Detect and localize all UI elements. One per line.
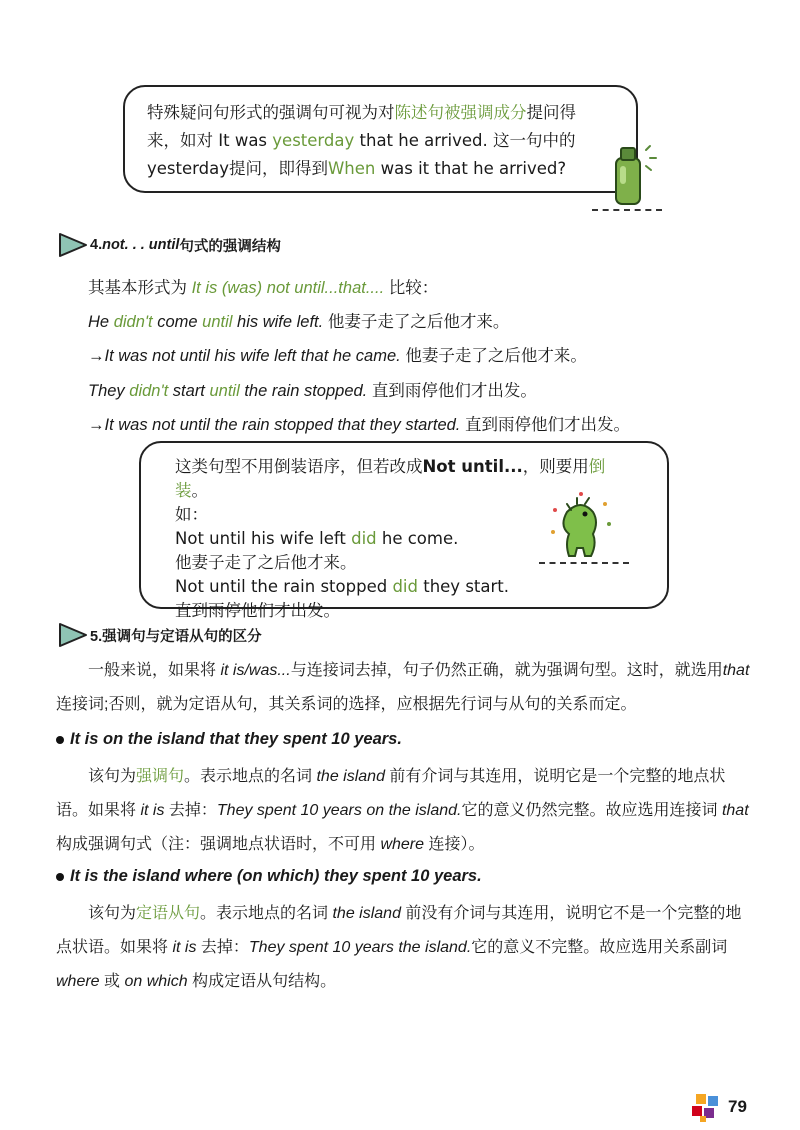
- tip2-line-4: 他妻子走了之后他才来。: [175, 553, 357, 572]
- play-arrow-icon: [58, 622, 88, 648]
- tip-box-question-form: [123, 85, 638, 193]
- example-3: They didn't start until the rain stopped. 直到雨停他们才出发。: [88, 382, 537, 400]
- example-1: He didn't come until his wife left. 他妻子走了之后他才来。: [88, 313, 510, 331]
- tip2-line-3: Not until his wife left did he come.: [175, 529, 459, 548]
- example-4: →It was not until the rain stopped that they started. 直到雨停他们才出发。: [88, 416, 630, 434]
- dinosaur-icon: [545, 490, 615, 562]
- section-5-paragraph-1: 一般来说，如果将 it is/was...与连接词去掉，句子仍然正确，就为强调句型。这时，就选用that 连接词;否则，就为定语从句，其关系词的选择，应根据先行词与从句的关系而定。: [56, 662, 750, 713]
- page-number: 79: [728, 1097, 747, 1116]
- divider-dashed: [592, 209, 662, 211]
- publisher-logo-icon: [690, 1092, 724, 1124]
- section-5-heading: 5.强调句与定语从句的区分: [58, 622, 262, 648]
- section-4-heading: 4. not. . . until 句式的强调结构: [58, 232, 281, 258]
- tip-line-2: 来，如对 It was yesterday that he arrived. 这一句中的: [147, 131, 576, 150]
- tip2-line-6: 直到雨停他们才出发。: [175, 601, 340, 620]
- bullet-icon: [56, 873, 64, 881]
- tip2-line-5: Not until the rain stopped did they start.: [175, 577, 509, 596]
- bullet-example-1: It is on the island that they spent 10 years.: [56, 730, 402, 749]
- section-4-intro: 其基本形式为 It is (was) not until...that.... 比较：: [88, 279, 439, 297]
- bottle-icon: [602, 142, 662, 208]
- tip2-line-1: 这类句型不用倒装语序，但若改成Not until...，则要用倒装。: [175, 457, 606, 500]
- divider-dashed-2: [539, 562, 629, 564]
- bullet-example-2: It is the island where (on which) they spent 10 years.: [56, 867, 482, 886]
- example-2: →It was not until his wife left that he came. 他妻子走了之后他才来。: [88, 347, 587, 365]
- tip-line-1: 特殊疑问句形式的强调句可视为对陈述句被强调成分提问得: [147, 103, 576, 122]
- tip2-line-2: 如：: [175, 505, 208, 524]
- tip-line-3: yesterday提问，即得到When was it that he arrived?: [147, 159, 567, 178]
- bullet-icon: [56, 736, 64, 744]
- play-arrow-icon: [58, 232, 88, 258]
- section-5-paragraph-3: 该句为定语从句。表示地点的名词 the island 前没有介词与其连用，说明它不是一个完整的地点状语。如果将 it is 去掉：They spent 10 years the island.它的意义不完整。故应选用关系副词 where 或 on which 构成定语从句结构。: [56, 905, 742, 990]
- section-5-paragraph-2: 该句为强调句。表示地点的名词 the island 前有介词与其连用，说明它是一个完整的地点状语。如果将 it is 去掉：They spent 10 years on the island.它的意义仍然完整。故应选用连接词 that 构成强调句式（注：强调地点状语时，不可用 where 连接）。: [56, 768, 749, 853]
